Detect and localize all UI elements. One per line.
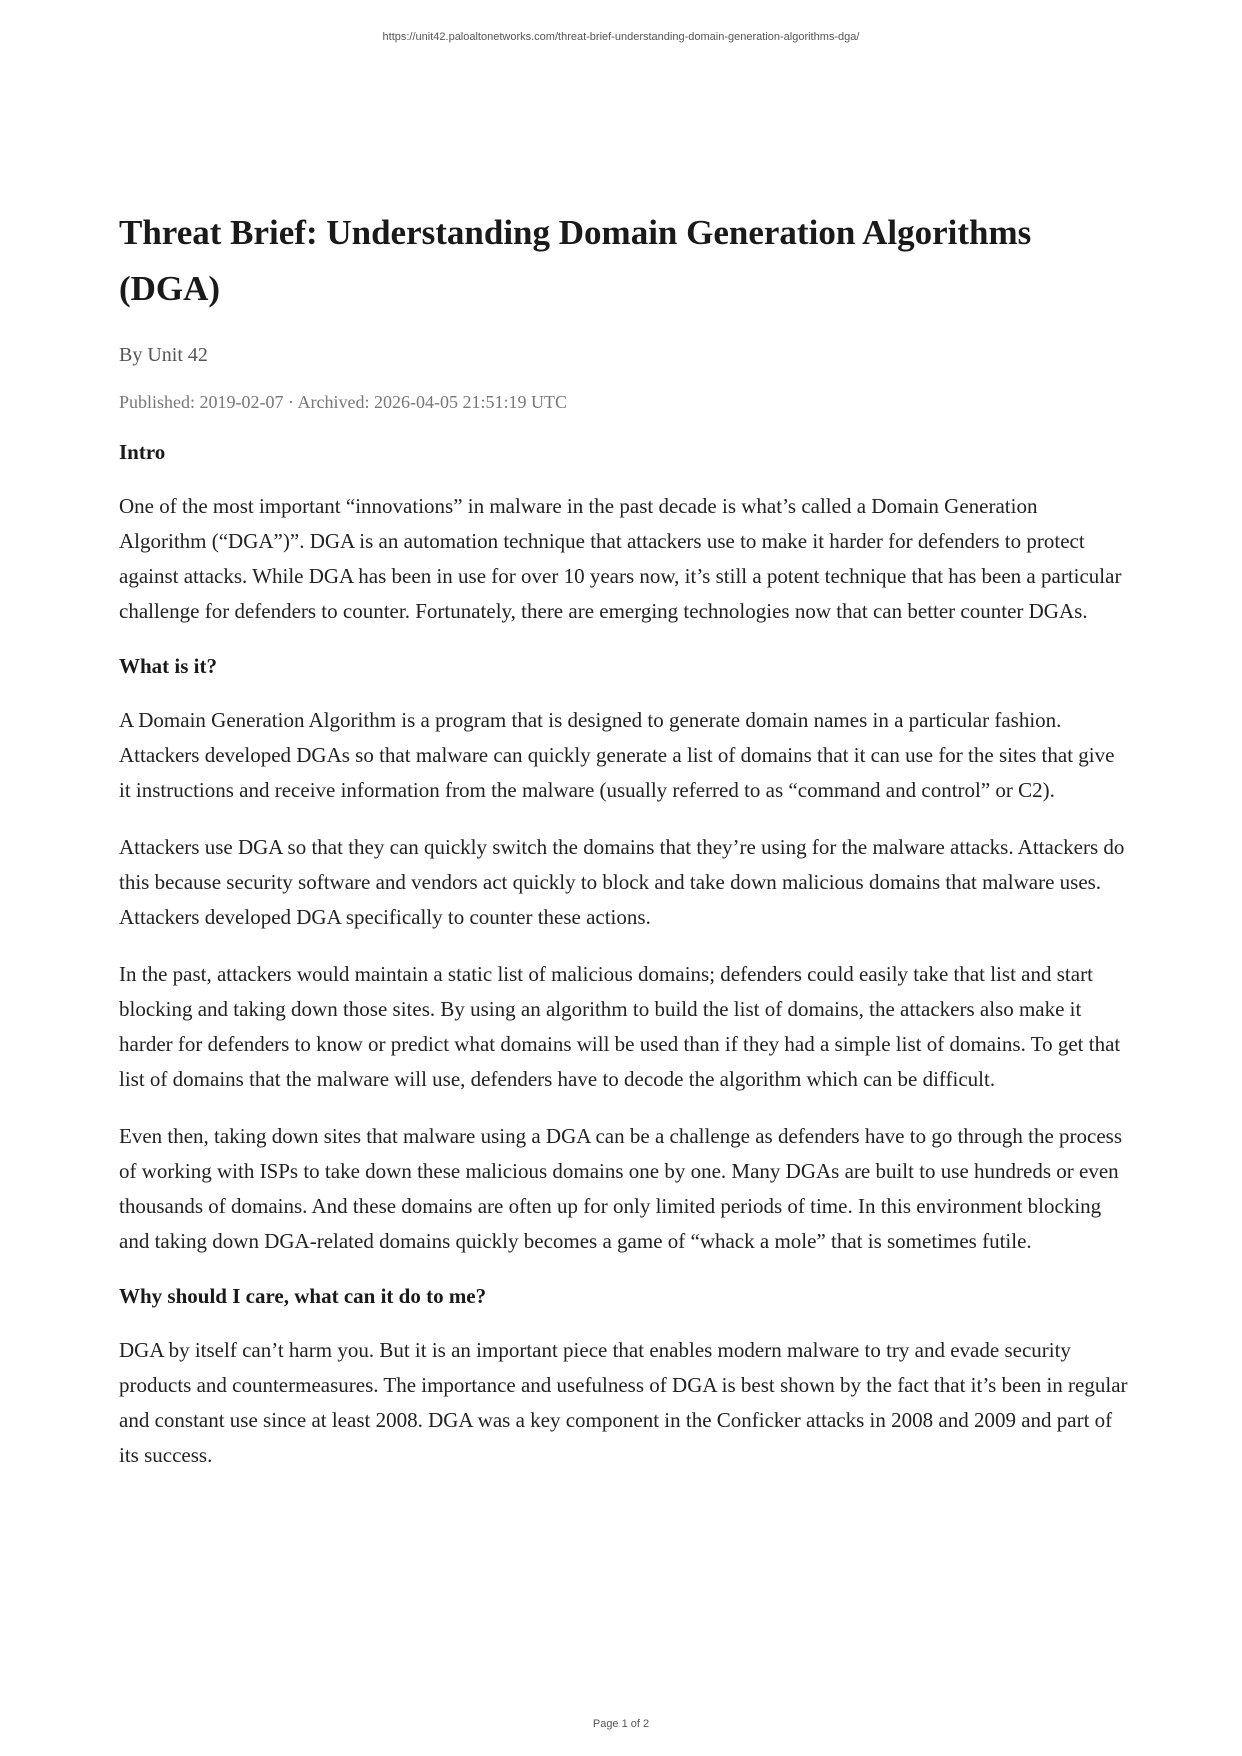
paragraph-what-is-it-1: A Domain Generation Algorithm is a program that is designed to generate domain names in a particular fashion. Attackers developed DGAs so that malware can quickly generate a list of domains that it can use for the sites that give it instructions and receive information from the malware (usually referred to as “command and control” or C2). — [119, 708, 1115, 802]
page-number-footer: Page 1 of 2 — [592, 1718, 650, 1730]
paragraph-what-is-it-3: In the past, attackers would maintain a static list of malicious domains; defenders could easily take that list and start blocking and taking down those sites. By using an algorithm to build the list of domains, the attackers also make it harder for defenders to know or predict what domains will be used than if they had a simple list of domains. To get that list of domains that the malware will use, defenders have to decode the algorithm which can be difficult. — [119, 962, 1121, 1091]
section-heading-what-is-it: What is it? — [119, 654, 218, 678]
paragraph-why-care-1: DGA by itself can’t harm you. But it is an important piece that enables modern malware to try and evade security products and countermeasures. The importance and usefulness of DGA is best shown by the fact that it’s been in regular and constant use since at least 2008. DGA was a key component in the Conficker attacks in 2008 and 2009 and part of its success. — [119, 1338, 1128, 1467]
article-title: Threat Brief: Understanding Domain Generation Algorithms (DGA) — [119, 213, 1032, 308]
article — [119, 205, 1129, 1473]
paragraph-what-is-it-2: Attackers use DGA so that they can quickly switch the domains that they’re using for the malware attacks. Attackers do this because security software and vendors act quickly to block and take down malicious domains that malware uses. Attackers developed DGA specifically to counter these actions. — [119, 835, 1125, 929]
section-heading-intro: Intro — [119, 440, 166, 464]
paragraph-what-is-it-4: Even then, taking down sites that malware using a DGA can be a challenge as defenders have to go through the process of working with ISPs to take down these malicious domains one by one. Many DGAs are built to use hundreds or even thousands of domains. And these domains are often up for only limited periods of time. In this environment blocking and taking down DGA-related domains quickly becomes a game of “whack a mole” that is sometimes futile. — [119, 1124, 1123, 1253]
section-heading-why-care: Why should I care, what can it do to me? — [119, 1284, 487, 1308]
page-url-header: https://unit42.paloaltonetworks.com/threat-brief-understanding-domain-generation-algorithms-dga/ — [382, 31, 860, 43]
article-byline: By Unit 42 — [119, 344, 208, 366]
article-published-date: Published: 2019-02-07 · Archived: 2026-04-05 21:51:19 UTC — [119, 392, 567, 412]
paragraph-intro-1: One of the most important “innovations” in malware in the past decade is what’s called a Domain Generation Algorithm (“DGA”)”. DGA is an automation technique that attackers use to make it harder for defenders to protect against attacks. While DGA has been in use for over 10 years now, it’s still a potent technique that has been a particular challenge for defenders to counter. Fortunately, there are emerging technologies now that can better counter DGAs. — [119, 494, 1122, 623]
